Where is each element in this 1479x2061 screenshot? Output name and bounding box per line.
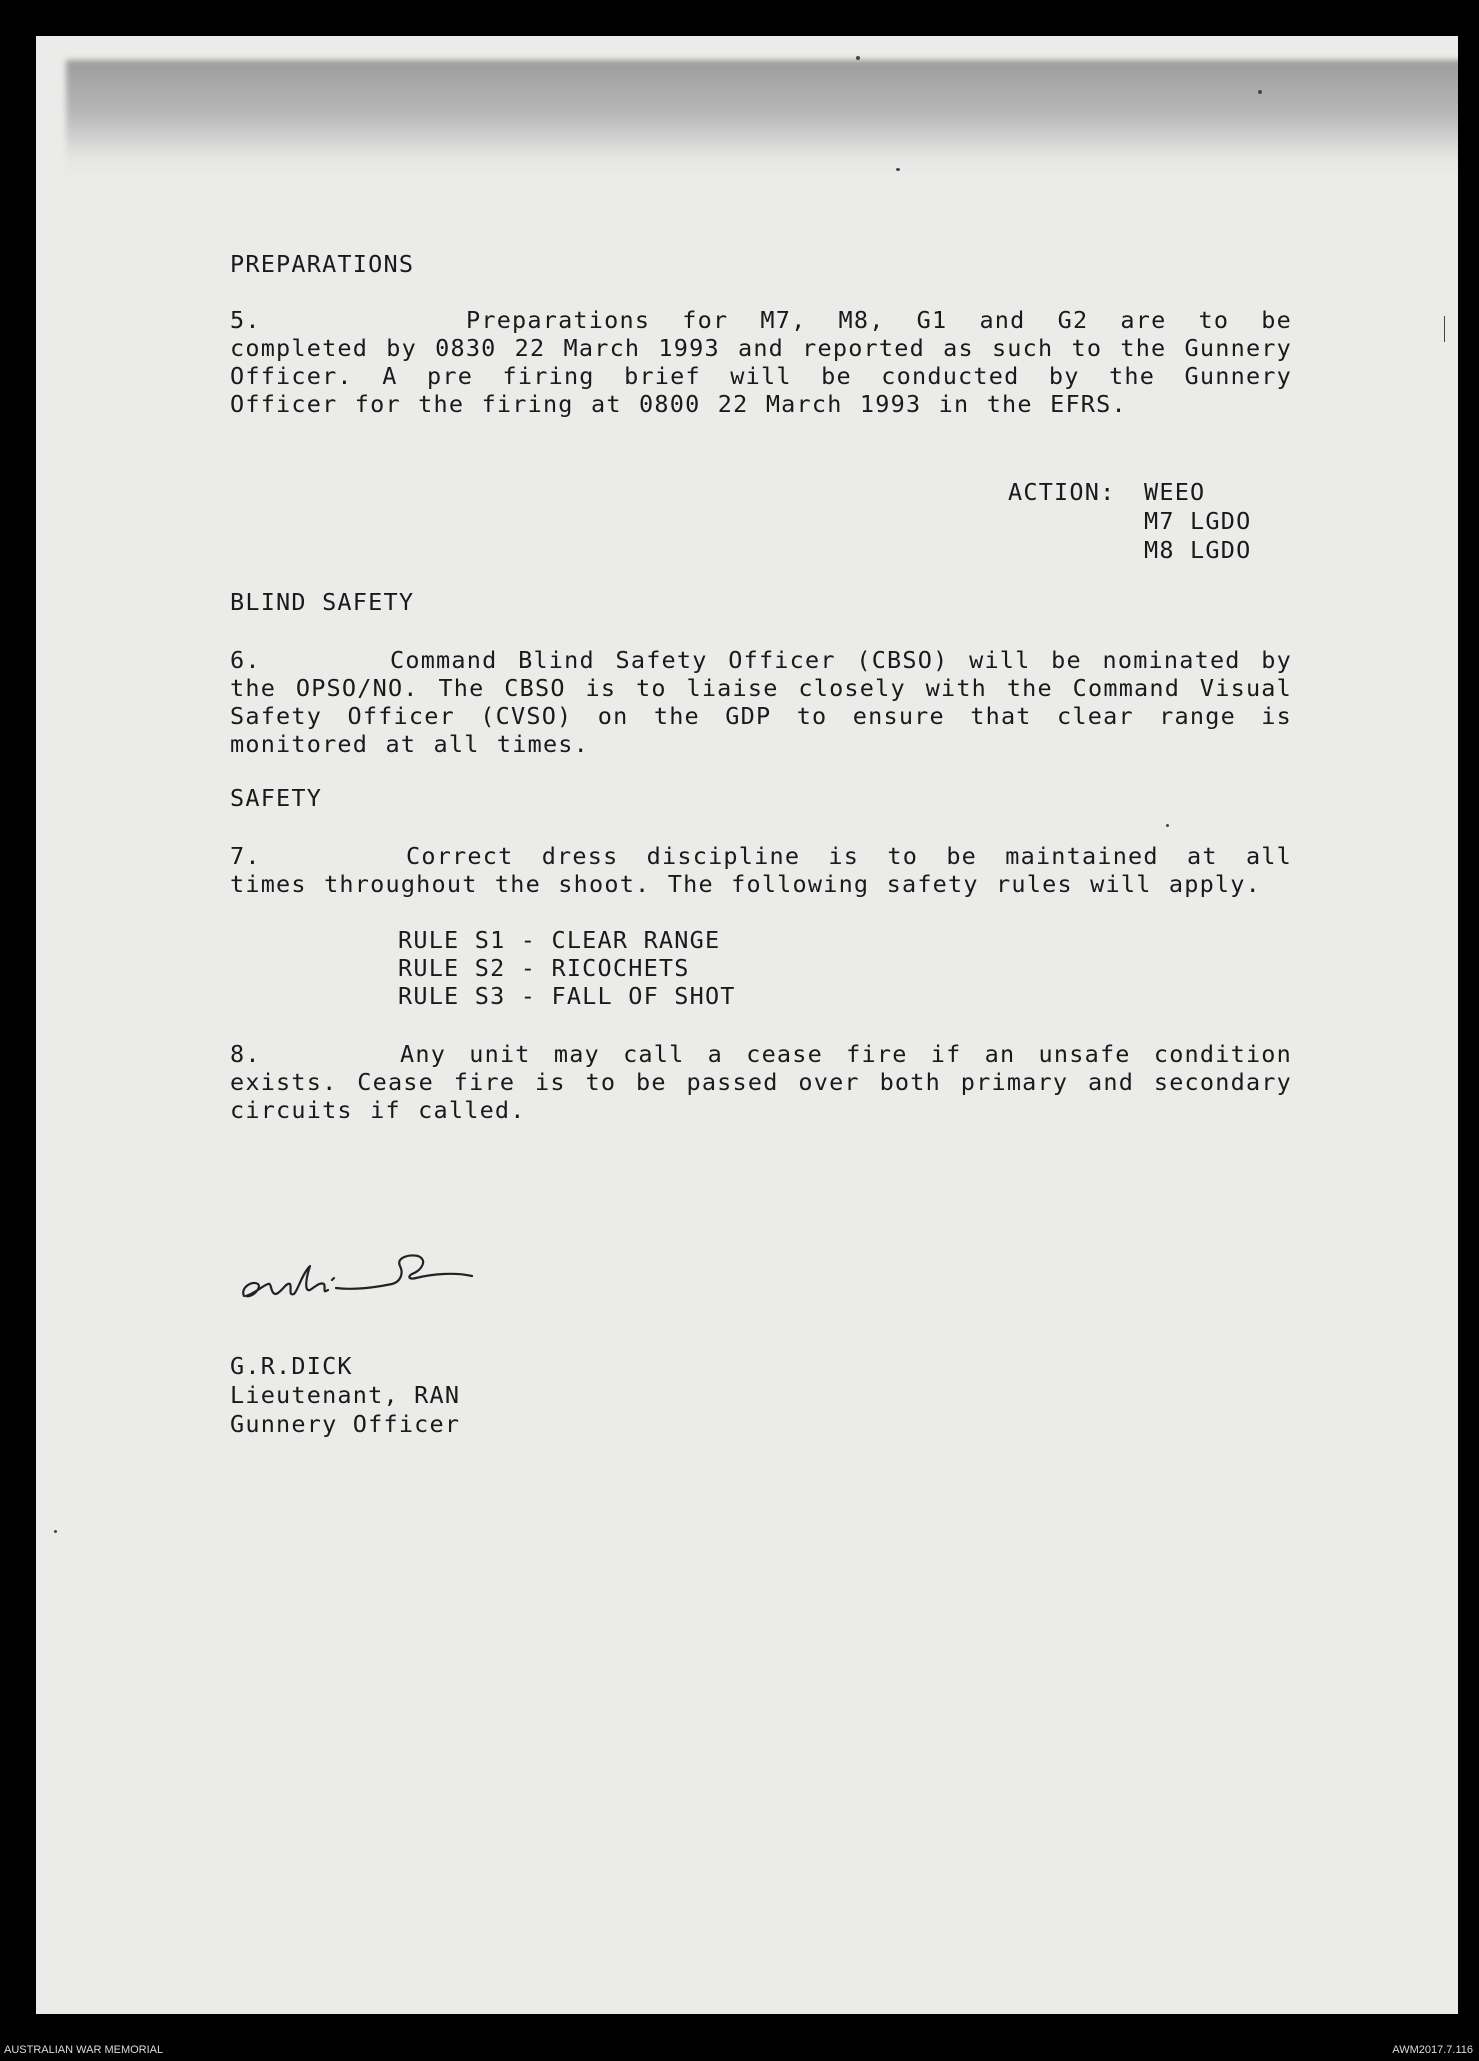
paragraph-6 [230,646,1292,758]
signatory-role: Gunnery Officer [230,1410,461,1438]
scan-mark [1444,316,1445,342]
action-item-weeo: WEEO [1144,478,1206,506]
action-label: ACTION: [1008,478,1116,506]
signatory-name: G.R.DICK [230,1352,353,1380]
paragraph-8-text: Any unit may call a cease fire if an unsafe condition exists. Cease fire is to be passed over both primary and secondary circuits if called. [230,1040,1292,1124]
paragraph-6-text: Command Blind Safety Officer (CBSO) will be nominated by the OPSO/NO. The CBSO is to liaise closely with the Command Visual Safety Officer (CVSO) on the GDP to ensure that clear range is monitored at all times. [230,646,1292,758]
footer-accession: AWM2017.7.116 [1392,2044,1473,2056]
paragraph-7-number: 7. [230,842,261,870]
paragraph-5-number: 5. [230,306,261,334]
document-page [36,36,1458,2014]
paragraph-8 [230,1040,1292,1124]
paragraph-7 [230,842,1292,898]
rule-s3: RULE S3 - FALL OF SHOT [398,982,736,1010]
scan-speck [896,168,900,171]
paragraph-5 [230,306,1292,418]
heading-blind-safety: BLIND SAFETY [230,588,415,616]
signature-block [230,1352,460,1439]
action-item-m8-lgdo: M8 LGDO [1144,536,1252,564]
safety-rules-list [398,926,736,1010]
document-sheet [36,36,1458,2014]
paragraph-5-text: Preparations for M7, M8, G1 and G2 are to be completed by 0830 22 March 1993 and reported as such to the Gunnery Officer. A pre firing brief will be conducted by the Gunnery Officer for the firing at 0800 22 March 1993 in the EFRS. [230,306,1292,418]
paragraph-6-number: 6. [230,646,261,674]
footer-source: AUSTRALIAN WAR MEMORIAL [4,2044,164,2056]
action-item-m7-lgdo: M7 LGDO [1144,507,1252,535]
action-row-2 [1008,507,1251,536]
scan-speck [54,1530,57,1533]
signature-image [232,1244,488,1314]
action-row-3 [1008,536,1251,565]
scan-speck [1166,824,1169,827]
action-row-1 [1008,478,1251,507]
rule-s2: RULE S2 - RICOCHETS [398,954,690,982]
heading-safety: SAFETY [230,784,323,812]
signatory-rank: Lieutenant, RAN [230,1381,461,1409]
paragraph-7-text: Correct dress discipline is to be maintained at all times throughout the shoot. The following safety rules will apply. [230,842,1292,898]
action-list [1008,478,1251,565]
rule-s1: RULE S1 - CLEAR RANGE [398,926,721,954]
scan-speck [1258,90,1262,94]
scan-speck [856,56,860,60]
paragraph-8-number: 8. [230,1040,261,1068]
heading-preparations: PREPARATIONS [230,250,415,278]
